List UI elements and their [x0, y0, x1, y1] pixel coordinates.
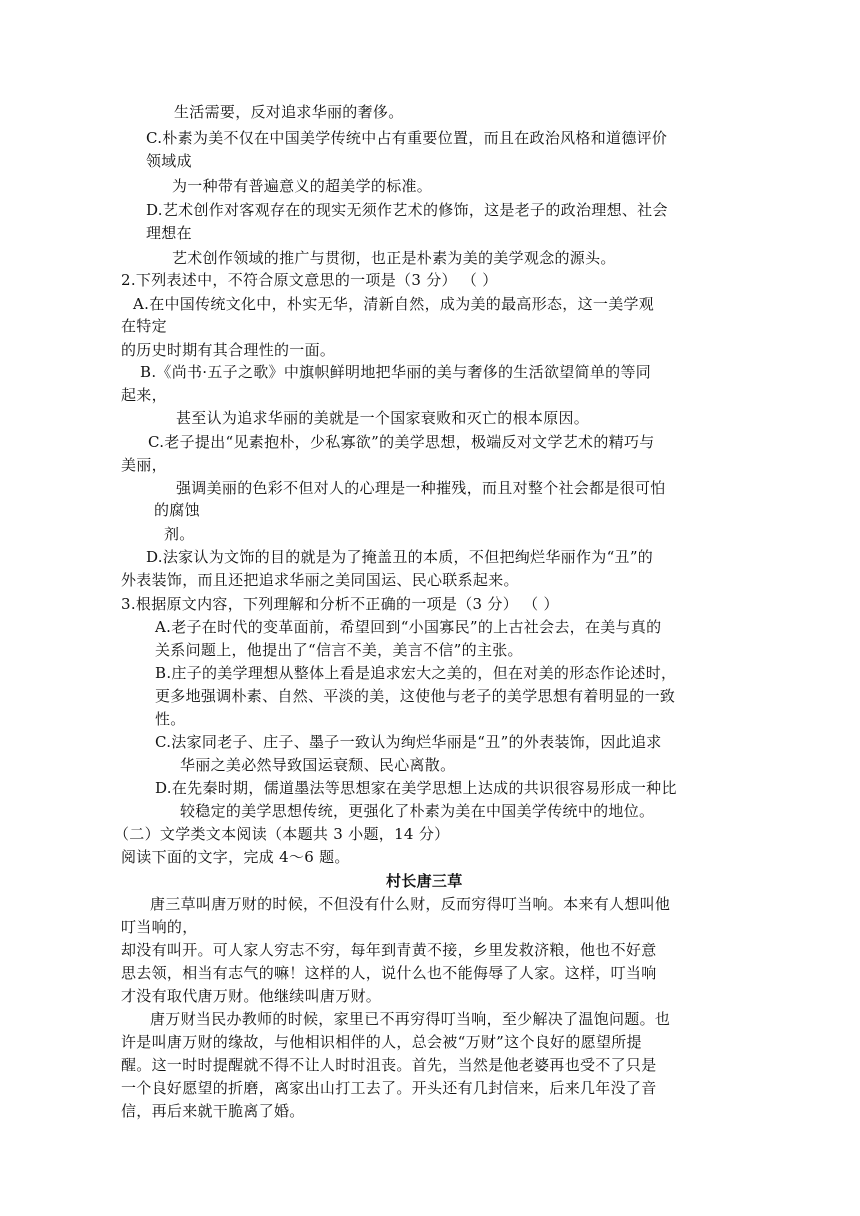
option-b-line: B.《尚书·五子之歌》中旗帜鲜明地把华丽的美与奢侈的生活欲望简单的等同 [140, 363, 652, 381]
paragraph-line: 却没有叫开。可人家人穷志不穷，每年到青黄不接，乡里发救济粮，他也不好意 [121, 941, 657, 959]
paragraph-line: 叮当响的， [121, 918, 198, 936]
text-line: 生活需要，反对追求华丽的奢侈。 [174, 103, 404, 121]
text-line: 理想在 [146, 224, 192, 242]
text-line: 甚至认为追求华丽的美就是一个国家衰败和灭亡的根本原因。 [176, 409, 590, 427]
text-line: 剂。 [164, 525, 195, 543]
paragraph-line: 才没有取代唐万财。他继续叫唐万财。 [121, 987, 382, 1005]
text-line: 外表装饰，而且还把追求华丽之美同国运、民心联系起来。 [121, 571, 519, 589]
text-line: 领域成 [146, 152, 192, 170]
text-line: 性。 [155, 710, 186, 728]
option-c-line: C.法家同老子、庄子、墨子一致认为绚烂华丽是“丑”的外表装饰，因此追求 [155, 733, 662, 751]
option-c-line: C.朴素为美不仅在中国美学传统中占有重要位置，而且在政治风格和道德评价 [146, 129, 668, 147]
text-line: 强调美丽的色彩不但对人的心理是一种摧残，而且对整个社会都是很可怕 [176, 479, 666, 497]
instruction-line: 阅读下面的文字，完成 4～6 题。 [121, 848, 350, 866]
question-3-heading: 3.根据原文内容，下列理解和分析不正确的一项是（3 分） （ ） [121, 595, 559, 613]
option-a-line: A.在中国传统文化中，朴实无华，清新自然，成为美的最高形态，这一美学观 [133, 295, 655, 313]
text-line: 艺术创作领域的推广与贯彻，也正是朴素为美的美学观念的源头。 [172, 249, 616, 267]
text-line: 较稳定的美学思想传统，更强化了朴素为美在中国美学传统中的地位。 [180, 802, 655, 820]
story-title: 村长唐三草 [386, 872, 463, 890]
text-line: 的历史时期有其合理性的一面。 [121, 341, 336, 359]
text-line: 在特定 [121, 317, 167, 335]
option-b-line: B.庄子的美学理想从整体上看是追求宏大之美的，但在对美的形态作论述时， [155, 664, 677, 682]
text-line: 关系问题上，他提出了“信言不美，美言不信”的主张。 [155, 641, 523, 659]
paragraph-line: 唐三草叫唐万财的时候，不但没有什么财，反而穷得叮当响。本来有人想叫他 [150, 895, 671, 913]
option-c-line: C.老子提出“见素抱朴，少私寡欲”的美学思想，极端反对文学艺术的精巧与 [148, 433, 655, 451]
option-d-line: D.在先秦时期，儒道墨法等思想家在美学思想上达成的共识很容易形成一种比 [155, 779, 677, 797]
paragraph-line: 信，再后来就干脆离了婚。 [121, 1102, 305, 1120]
text-line: 更多地强调朴素、自然、平淡的美，这使他与老子的美学思想有着明显的一致 [155, 687, 676, 705]
paragraph-line: 一个良好愿望的折磨，离家出山打工去了。开头还有几封信来，后来几年没了音 [121, 1079, 657, 1097]
paragraph-line: 醒。这一时时提醒就不得不让人时时沮丧。首先，当然是他老婆再也受不了只是 [121, 1056, 657, 1074]
paragraph-line: 思去领，相当有志气的嘛！这样的人，说什么也不能侮辱了人家。这样，叮当响 [121, 964, 657, 982]
text-line: 华丽之美必然导致国运衰颓、民心离散。 [180, 756, 456, 774]
option-d-line: D.法家认为文饰的目的就是为了掩盖丑的本质，不但把绚烂华丽作为“丑”的 [146, 548, 654, 566]
option-d-line: D.艺术创作对客观存在的现实无须作艺术的修饰，这是老子的政治理想、社会 [146, 201, 668, 219]
text-line: 的腐蚀 [154, 501, 200, 519]
paragraph-line: 唐万财当民办教师的时候，家里已不再穷得叮当响，至少解决了温饱问题。也 [150, 1010, 671, 1028]
section-heading: （二）文学类文本阅读（本题共 3 小题，14 分） [114, 825, 450, 843]
option-a-line: A.老子在时代的变革面前，希望回到“小国寡民”的上古社会去，在美与真的 [155, 618, 662, 636]
text-line: 起来， [121, 386, 167, 404]
text-line: 为一种带有普遍意义的超美学的标准。 [172, 177, 433, 195]
text-line: 美丽， [121, 456, 167, 474]
paragraph-line: 许是叫唐万财的缘故，与他相识相伴的人，总会被“万财”这个良好的愿望所提 [121, 1033, 642, 1051]
question-2-heading: 2.下列表述中，不符合原文意思的一项是（3 分） （ ） [121, 271, 498, 289]
